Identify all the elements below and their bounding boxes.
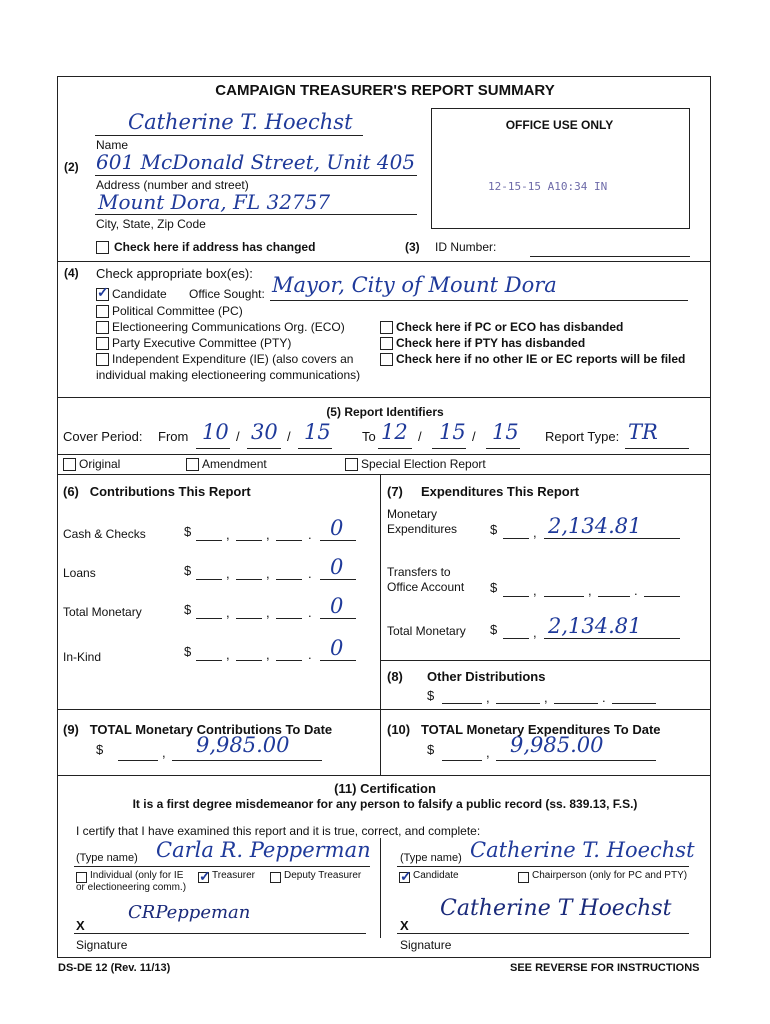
total-monetary-contrib-label: Total Monetary: [63, 605, 142, 619]
total-expenditures-to-date-value: 9,985.00: [510, 733, 604, 757]
address-label: Address (number and street): [96, 178, 249, 192]
amendment-checkbox[interactable]: [186, 458, 199, 471]
report-type-value: TR: [628, 420, 658, 444]
section-2-label: (2): [64, 160, 79, 174]
no-other-label: Check here if no other IE or EC reports will be filed: [396, 352, 686, 366]
cash-checks-value: 0: [330, 516, 344, 540]
from-label: From: [158, 429, 189, 444]
misdemeanor-warning: It is a first degree misdemeanor for any person to falsify a public record (ss. 839.13, F.S.): [132, 797, 638, 811]
transfers-label: Transfers to: [387, 565, 451, 579]
original-label: Original: [79, 457, 121, 471]
candidate-cert-label: Candidate: [413, 870, 459, 881]
candidate-cert-checkbox[interactable]: [399, 872, 410, 883]
individual-label: Individual (only for IE: [90, 870, 184, 881]
to-day: 15: [439, 420, 466, 444]
signature-x-right: X: [400, 918, 409, 933]
city-value: Mount Dora, FL 32757: [98, 190, 331, 214]
disbanded-pty-label: Check here if PTY has disbanded: [396, 336, 586, 350]
to-label: To: [362, 429, 376, 444]
ie-label: Independent Expenditure (IE) (also covers an: [112, 352, 354, 366]
address-changed-checkbox[interactable]: [96, 241, 109, 254]
signature-x-left: X: [76, 918, 85, 933]
office-use-label: OFFICE USE ONLY: [505, 118, 614, 132]
signature-label-right: Signature: [400, 938, 452, 952]
section-4-label: (4): [64, 266, 79, 280]
section-3-label: (3): [405, 240, 420, 254]
filer-name-value: Catherine T. Hoechst: [128, 110, 353, 134]
treasurer-type-name-label: (Type name): [76, 852, 138, 864]
amendment-label: Amendment: [202, 457, 267, 471]
treasurer-signature: CRPeppeman: [128, 902, 251, 923]
section-11-heading: (11) Certification: [334, 781, 436, 796]
section-9-heading: (9) TOTAL Monetary Contributions To Date: [63, 722, 333, 737]
treasurer-label: Treasurer: [212, 870, 255, 881]
deputy-treasurer-label: Deputy Treasurer: [284, 870, 362, 881]
to-year: 15: [492, 420, 519, 444]
total-monetary-expend-label: Total Monetary: [387, 624, 466, 638]
individual-label-2: or electioneering comm.): [76, 882, 187, 893]
section-7-heading: (7) Expenditures This Report: [387, 484, 580, 499]
ie-label-2: individual making electioneering communications): [96, 368, 361, 382]
address-value: 601 McDonald Street, Unit 405: [96, 150, 416, 174]
from-month: 10: [202, 420, 229, 444]
pty-label: Party Executive Committee (PTY): [112, 336, 292, 350]
pc-label: Political Committee (PC): [112, 304, 243, 318]
office-sought-label: Office Sought:: [189, 287, 265, 301]
monetary-expenditures-label: Monetary: [387, 507, 438, 521]
id-number-label: ID Number:: [435, 240, 497, 254]
id-number-field[interactable]: [530, 256, 690, 257]
no-other-checkbox[interactable]: [380, 353, 393, 366]
total-contributions-to-date-value: 9,985.00: [196, 733, 290, 757]
section-8-label: (8): [387, 669, 403, 684]
special-election-label: Special Election Report: [361, 457, 486, 471]
disbanded-pc-label: Check here if PC or ECO has disbanded: [396, 320, 624, 334]
form-title: CAMPAIGN TREASURER'S REPORT SUMMARY: [215, 82, 555, 99]
section-10-heading: (10) TOTAL Monetary Expenditures To Date: [387, 722, 661, 737]
in-kind-label: In-Kind: [63, 650, 102, 664]
chairperson-label: Chairperson (only for PC and PTY): [532, 870, 688, 881]
total-monetary-contrib-value: 0: [330, 594, 344, 618]
pc-checkbox[interactable]: [96, 305, 109, 318]
signature-label-left: Signature: [76, 938, 128, 952]
candidate-checkbox[interactable]: [96, 288, 109, 301]
treasurer-name-value: Carla R. Pepperman: [156, 838, 371, 862]
chairperson-checkbox[interactable]: [518, 872, 529, 883]
cover-period-label: Cover Period:: [63, 429, 143, 444]
candidate-type-name-label: (Type name): [400, 852, 462, 864]
disbanded-pty-checkbox[interactable]: [380, 337, 393, 350]
section-5-heading: (5) Report Identifiers: [326, 405, 444, 419]
transfers-label-2: Office Account: [387, 580, 465, 594]
disbanded-pc-checkbox[interactable]: [380, 321, 393, 334]
received-stamp: 12-15-15 A10:34 IN: [488, 180, 608, 193]
form-id: DS-DE 12 (Rev. 11/13): [58, 962, 171, 974]
to-month: 12: [381, 420, 408, 444]
ie-checkbox[interactable]: [96, 353, 109, 366]
from-day: 30: [251, 420, 278, 444]
section-6-heading: (6) Contributions This Report: [63, 484, 251, 499]
candidate-name-value: Catherine T. Hoechst: [470, 838, 695, 862]
address-changed-label: Check here if address has changed: [114, 240, 316, 254]
deputy-treasurer-checkbox[interactable]: [270, 872, 281, 883]
loans-value: 0: [330, 555, 344, 579]
cash-checks-label: Cash & Checks: [63, 527, 146, 541]
eco-checkbox[interactable]: [96, 321, 109, 334]
monetary-expenditures-value: 2,134.81: [548, 514, 642, 538]
from-year: 15: [304, 420, 331, 444]
candidate-label: Candidate: [112, 287, 167, 301]
candidate-signature: Catherine T Hoechst: [440, 896, 672, 921]
name-label: Name: [96, 138, 129, 152]
pty-checkbox[interactable]: [96, 337, 109, 350]
check-boxes-heading: Check appropriate box(es):: [96, 266, 253, 281]
city-label: City, State, Zip Code: [96, 217, 206, 231]
special-election-checkbox[interactable]: [345, 458, 358, 471]
eco-label: Electioneering Communications Org. (ECO): [112, 320, 345, 334]
treasurer-checkbox[interactable]: [198, 872, 209, 883]
loans-label: Loans: [63, 566, 96, 580]
original-checkbox[interactable]: [63, 458, 76, 471]
monetary-expenditures-label-2: Expenditures: [387, 522, 458, 536]
total-monetary-expend-value: 2,134.81: [548, 614, 642, 638]
report-type-label: Report Type:: [545, 429, 620, 444]
certify-statement: I certify that I have examined this report and it is true, correct, and complete:: [76, 824, 481, 838]
reverse-instructions: SEE REVERSE FOR INSTRUCTIONS: [510, 962, 700, 974]
office-sought-value: Mayor, City of Mount Dora: [272, 273, 557, 297]
section-8-heading: Other Distributions: [427, 669, 546, 684]
in-kind-value: 0: [330, 636, 344, 660]
